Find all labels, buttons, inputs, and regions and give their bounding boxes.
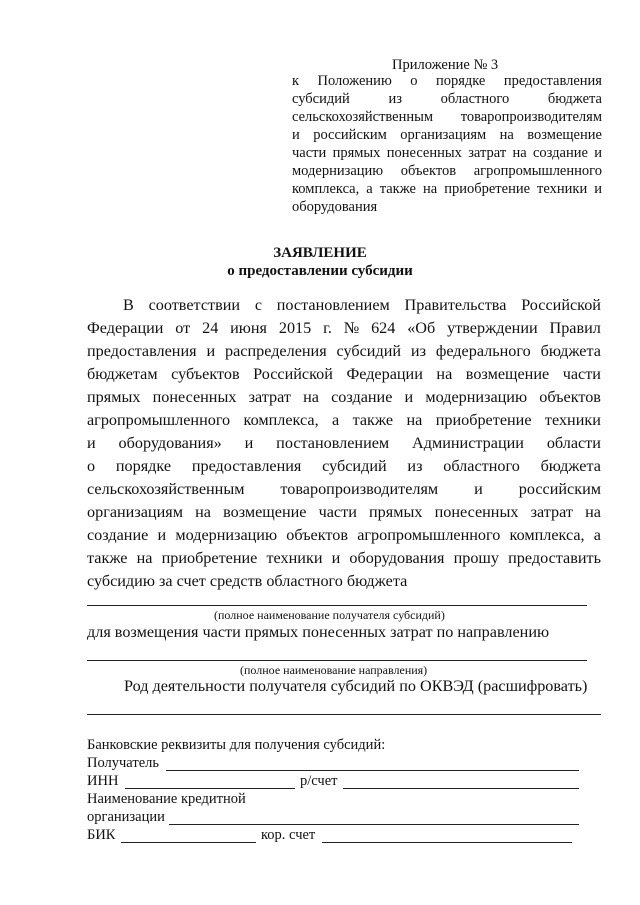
word: предоставить bbox=[508, 549, 601, 567]
word: российским bbox=[313, 127, 387, 143]
word: Администрации bbox=[412, 434, 524, 452]
word: предоставления bbox=[87, 342, 197, 360]
word: областного bbox=[440, 91, 510, 107]
direction-caption: (полное наименование направления) bbox=[240, 663, 428, 677]
body-line bbox=[87, 294, 601, 317]
word: приобретение bbox=[444, 181, 531, 197]
annex-line bbox=[292, 72, 602, 90]
word: и bbox=[594, 145, 602, 161]
body-line bbox=[87, 432, 601, 455]
word: модернизацию bbox=[425, 388, 528, 406]
word: предоставления bbox=[191, 457, 302, 475]
bik-field[interactable] bbox=[121, 842, 256, 843]
inn-field[interactable] bbox=[125, 788, 295, 789]
credit-org-field[interactable] bbox=[169, 824, 579, 825]
word: на bbox=[585, 503, 601, 521]
word: возмещение bbox=[527, 127, 602, 143]
word: В bbox=[123, 296, 134, 314]
word: товаропроизводителям bbox=[280, 480, 439, 498]
direction-line[interactable] bbox=[87, 660, 587, 661]
word: российским bbox=[518, 480, 601, 498]
annex-line bbox=[292, 144, 602, 162]
word: субсидий bbox=[322, 457, 387, 475]
word: бюджетам bbox=[87, 365, 158, 383]
word: также bbox=[352, 411, 394, 429]
word: агропромышленного bbox=[473, 163, 602, 179]
word: порядке bbox=[115, 457, 172, 475]
word: приобретение bbox=[435, 411, 532, 429]
word: субсидий bbox=[336, 342, 402, 360]
word: и bbox=[206, 342, 216, 360]
document-title: ЗАЯВЛЕНИЕ bbox=[273, 245, 367, 261]
account-field[interactable] bbox=[343, 788, 579, 789]
word: части bbox=[318, 503, 357, 521]
annex-line bbox=[292, 126, 602, 144]
word: на bbox=[136, 549, 153, 567]
word: организациям bbox=[400, 127, 487, 143]
body-line bbox=[87, 363, 601, 386]
word: и bbox=[331, 549, 341, 567]
recipient-label: Получатель bbox=[87, 755, 159, 771]
word: агропромышленного bbox=[87, 411, 231, 429]
word: и bbox=[404, 388, 414, 406]
corr-account-label: кор. счет bbox=[261, 827, 316, 843]
word: из bbox=[407, 457, 423, 475]
word: создание bbox=[532, 145, 588, 161]
word: и bbox=[474, 480, 483, 498]
word: товаропроизводителям bbox=[460, 109, 602, 125]
word: «Об bbox=[407, 319, 436, 337]
word: июня bbox=[230, 319, 268, 337]
word: № bbox=[343, 319, 360, 337]
word: Федерации bbox=[87, 319, 164, 337]
word: из bbox=[388, 91, 402, 107]
word: прямых bbox=[369, 503, 423, 521]
word: на bbox=[436, 365, 453, 383]
word: Российской bbox=[521, 296, 601, 314]
word: из bbox=[410, 342, 426, 360]
word: техники bbox=[544, 411, 601, 429]
word: а bbox=[332, 411, 340, 429]
body-line bbox=[87, 478, 601, 501]
word: понесенных bbox=[386, 145, 462, 161]
word: а bbox=[366, 181, 373, 197]
word: затрат bbox=[468, 145, 507, 161]
word: затрат bbox=[248, 388, 291, 406]
recipient-name-line[interactable] bbox=[87, 605, 587, 606]
word: о bbox=[87, 457, 96, 475]
word: бюджета bbox=[547, 91, 602, 107]
word: 624 bbox=[371, 319, 396, 337]
body-line bbox=[87, 570, 601, 593]
word: Правительства bbox=[404, 296, 507, 314]
annex-line bbox=[292, 90, 602, 108]
word: к bbox=[292, 73, 300, 89]
word: оборудования» bbox=[118, 434, 222, 452]
word: федерального bbox=[435, 342, 531, 360]
word: и bbox=[292, 127, 300, 143]
word: комплекса, bbox=[243, 411, 319, 429]
annex-line bbox=[292, 180, 602, 198]
body-line bbox=[87, 386, 601, 409]
word: организациям bbox=[87, 503, 183, 521]
word: прямых bbox=[87, 388, 141, 406]
direction-text: для возмещения части прямых понесенных затрат по направлению bbox=[87, 623, 550, 641]
word: объектов bbox=[286, 526, 348, 544]
credit-org-label-line2: организации bbox=[87, 809, 165, 825]
word: оборудования bbox=[292, 199, 378, 215]
word: на bbox=[512, 145, 527, 161]
word: также bbox=[379, 181, 416, 197]
word: оборудования bbox=[349, 549, 445, 567]
account-label: р/счет bbox=[300, 773, 338, 789]
word: субъектов bbox=[171, 365, 240, 383]
word: распределения bbox=[225, 342, 327, 360]
word: на bbox=[303, 388, 319, 406]
word: субсидию за счет средств областного бюджета bbox=[87, 572, 408, 590]
word: прошу bbox=[453, 549, 499, 567]
word: Положению bbox=[317, 73, 392, 89]
word: понесенных bbox=[152, 388, 237, 406]
word: приобретение bbox=[161, 549, 258, 567]
word: субсидий bbox=[292, 91, 350, 107]
word: и bbox=[87, 434, 96, 452]
inn-label: ИНН bbox=[87, 773, 119, 789]
word: техники bbox=[537, 181, 588, 197]
word: 24 bbox=[202, 319, 219, 337]
word: бюджета bbox=[540, 342, 601, 360]
annex-line bbox=[292, 198, 602, 216]
recipient-name-caption: (полное наименование получателя субсидий) bbox=[214, 608, 445, 622]
bik-label: БИК bbox=[87, 827, 116, 843]
bank-details-heading: Банковские реквизиты для получения субсидий: bbox=[87, 737, 386, 753]
word: модернизацию bbox=[292, 163, 384, 179]
statement-paragraph bbox=[87, 294, 601, 593]
corr-account-field[interactable] bbox=[322, 842, 572, 843]
word: предоставления bbox=[503, 73, 602, 89]
body-line bbox=[87, 317, 601, 340]
word: на bbox=[499, 127, 514, 143]
word: также bbox=[87, 549, 128, 567]
annex-heading: Приложение № 3 bbox=[392, 57, 499, 73]
word: о bbox=[410, 73, 418, 89]
okved-text: Род деятельности получателя субсидий по ОКВЭД (расшифровать) bbox=[124, 677, 588, 695]
word: порядке bbox=[435, 73, 486, 89]
word: соответствии bbox=[148, 296, 241, 314]
word: а bbox=[593, 526, 601, 544]
body-line bbox=[87, 524, 601, 547]
recipient-field[interactable] bbox=[166, 770, 579, 771]
word: возмещение bbox=[465, 365, 550, 383]
word: и bbox=[244, 434, 254, 452]
word: комплекса, bbox=[292, 181, 360, 197]
word: объектов bbox=[400, 163, 457, 179]
word: затрат bbox=[530, 503, 573, 521]
word: на bbox=[195, 503, 211, 521]
word: постановлением bbox=[276, 296, 390, 314]
word: понесенных bbox=[434, 503, 519, 521]
word: и bbox=[157, 526, 167, 544]
word: Российской bbox=[253, 365, 333, 383]
word: области bbox=[546, 434, 601, 452]
credit-org-label-line1: Наименование кредитной bbox=[87, 791, 246, 807]
okved-line[interactable] bbox=[87, 714, 601, 715]
word: создание bbox=[87, 526, 149, 544]
body-line bbox=[87, 455, 601, 478]
body-line bbox=[87, 547, 601, 570]
word: от bbox=[175, 319, 191, 337]
word: на bbox=[406, 411, 423, 429]
word: и bbox=[594, 181, 602, 197]
word: модернизацию bbox=[175, 526, 278, 544]
annex-line bbox=[292, 108, 602, 126]
word: прямых bbox=[332, 145, 381, 161]
word: техники bbox=[266, 549, 323, 567]
word: утверждении bbox=[447, 319, 538, 337]
word: областного bbox=[443, 457, 520, 475]
word: создание bbox=[331, 388, 393, 406]
word: 2015 bbox=[278, 319, 312, 337]
word: постановлением bbox=[276, 434, 390, 452]
word: части bbox=[562, 365, 601, 383]
word: сельскохозяйственным bbox=[292, 109, 434, 125]
word: с bbox=[254, 296, 262, 314]
word: Федерации bbox=[346, 365, 423, 383]
word: агропромышленного bbox=[357, 526, 501, 544]
word: бюджета bbox=[540, 457, 601, 475]
annex-line bbox=[292, 162, 602, 180]
annex-subtitle bbox=[292, 72, 602, 216]
document-subtitle: о предоставлении субсидии bbox=[227, 263, 413, 279]
word: на bbox=[423, 181, 438, 197]
body-line bbox=[87, 340, 601, 363]
word: г. bbox=[323, 319, 332, 337]
word: объектов bbox=[539, 388, 601, 406]
body-line bbox=[87, 501, 601, 524]
body-line bbox=[87, 409, 601, 432]
word: Правил bbox=[549, 319, 601, 337]
word: комплекса, bbox=[509, 526, 585, 544]
word: возмещение bbox=[223, 503, 307, 521]
word: части bbox=[292, 145, 327, 161]
word: сельскохозяйственным bbox=[87, 480, 245, 498]
